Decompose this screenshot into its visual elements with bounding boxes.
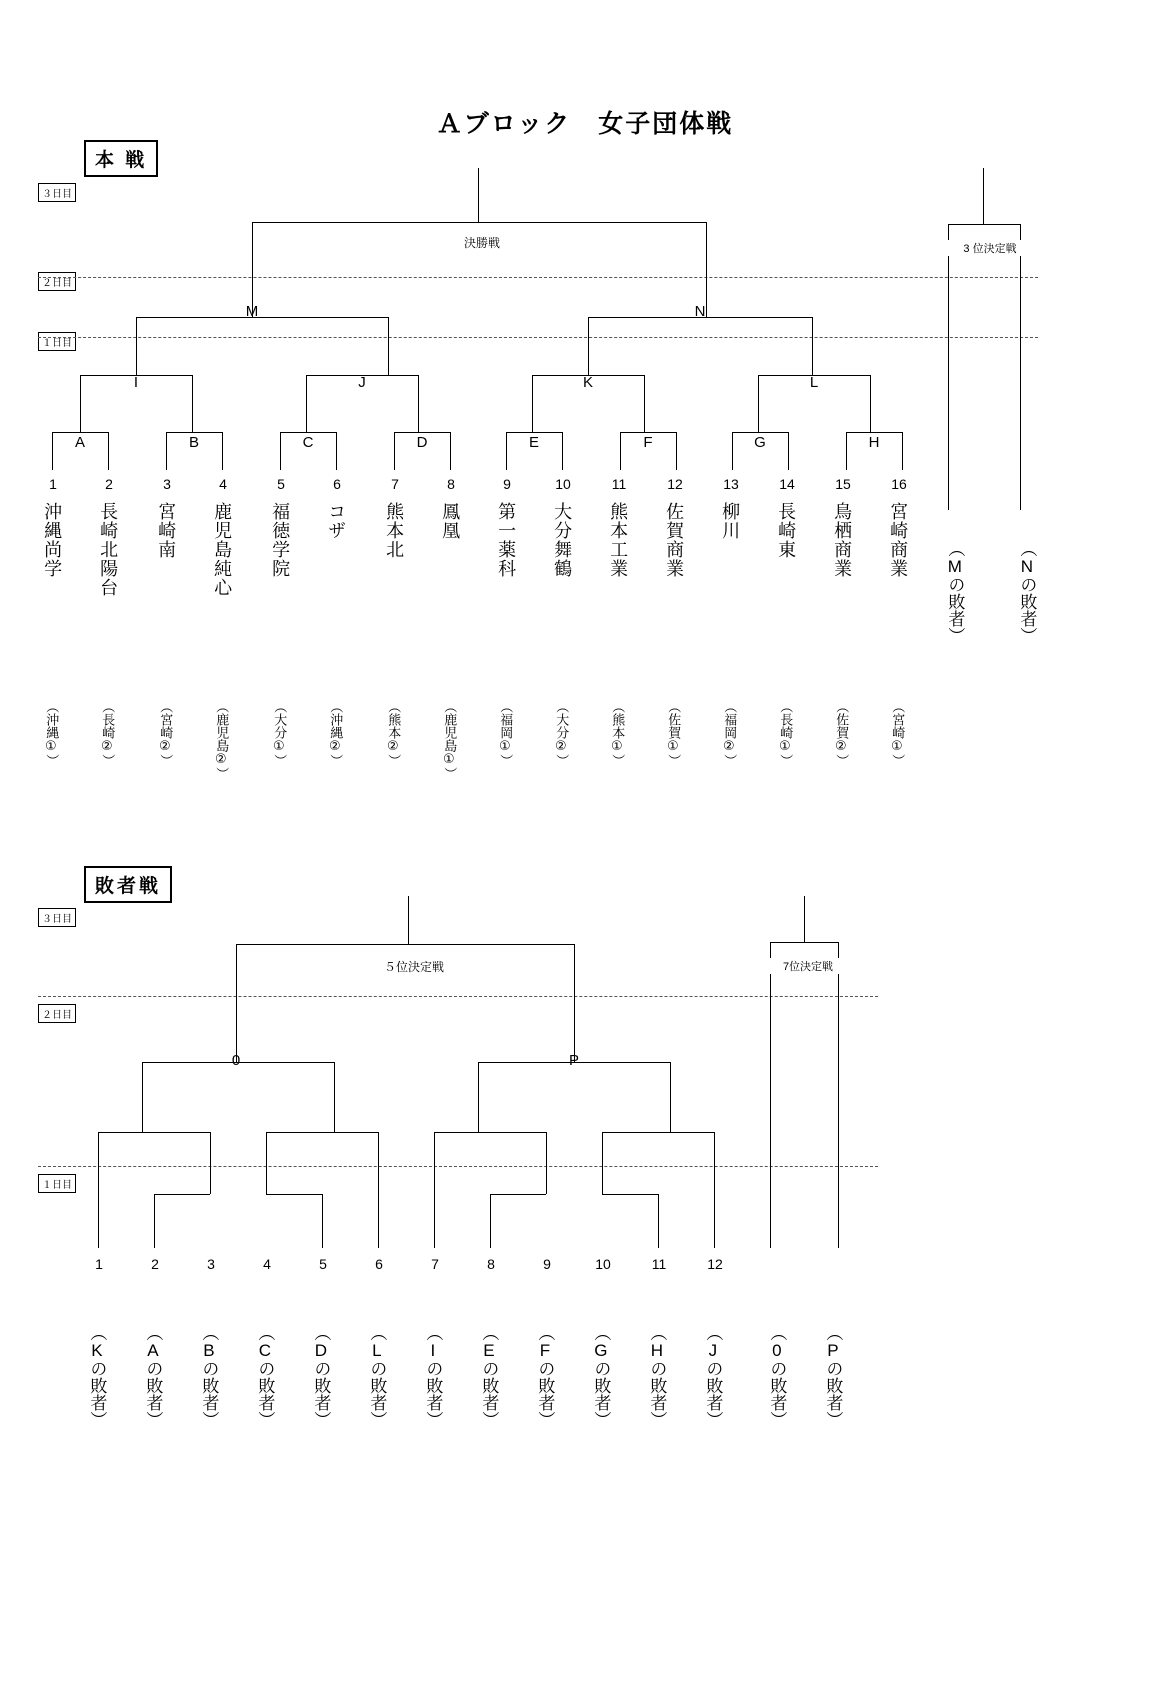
bracket-line — [236, 944, 237, 1062]
bracket-line — [870, 375, 871, 432]
team-prefecture: （沖縄①） — [44, 700, 60, 767]
match-node-B: B — [188, 434, 199, 451]
bracket-line — [266, 1194, 322, 1195]
team-prefecture: （鹿児島①） — [442, 700, 458, 780]
bracket-line — [574, 944, 575, 1062]
bracket-line — [732, 432, 788, 433]
bracket-line — [478, 168, 479, 222]
bracket-line — [804, 896, 805, 942]
bracket-line — [948, 224, 1020, 225]
loser-entrant: （Jの敗者） — [703, 1324, 723, 1428]
bracket-line — [602, 1194, 658, 1195]
bracket-line — [192, 375, 193, 432]
bracket-line — [758, 375, 759, 432]
match-node-D: D — [416, 434, 428, 451]
bracket-line — [846, 432, 902, 433]
match-node-K: K — [582, 374, 593, 391]
bracket-line — [108, 432, 109, 470]
loser-entrant: （Dの敗者） — [311, 1324, 331, 1428]
day-divider-1-main — [38, 337, 1038, 338]
day-label-1-losers: １日目 — [38, 1174, 76, 1193]
team-prefecture: （鹿児島②） — [214, 700, 230, 780]
team-name: 福徳学院 — [270, 502, 291, 578]
bracket-line — [588, 317, 589, 375]
day-divider-2-losers — [38, 996, 878, 997]
team-prefecture: （熊本②） — [386, 700, 402, 767]
bracket-line — [154, 1194, 155, 1248]
day-divider-1-losers — [38, 1166, 878, 1167]
bracket-line — [266, 1132, 267, 1194]
loser-entrant: （Gの敗者） — [591, 1324, 611, 1428]
match-label-final: 決勝戦 — [418, 234, 546, 251]
loser-entrant: （Fの敗者） — [535, 1324, 555, 1428]
team-prefecture: （大分①） — [272, 700, 288, 767]
seed-number: 2 — [105, 476, 113, 492]
third-place-entrant: （Nの敗者） — [1017, 540, 1037, 644]
bracket-line — [812, 317, 813, 375]
seed-number: 14 — [779, 476, 795, 492]
seed-number: 8 — [487, 1256, 495, 1272]
bracket-line — [236, 944, 574, 945]
seed-number: 3 — [163, 476, 171, 492]
team-name: 宮崎商業 — [888, 502, 909, 578]
loser-entrant: （Aの敗者） — [143, 1324, 163, 1428]
team-name: コザ — [326, 502, 347, 540]
match-label-fifth-place: ５位決定戦 — [350, 958, 478, 975]
bracket-line — [52, 432, 53, 470]
team-name: 長崎北陽台 — [98, 502, 119, 597]
seed-number: 9 — [503, 476, 511, 492]
bracket-line — [670, 1062, 671, 1132]
seed-number: 16 — [891, 476, 907, 492]
seed-number: 12 — [707, 1256, 723, 1272]
section-label-main: 本 戦 — [84, 140, 158, 177]
bracket-line — [394, 432, 450, 433]
match-node-O: 0 — [231, 1052, 241, 1069]
seed-number: 3 — [207, 1256, 215, 1272]
seed-number: 10 — [555, 476, 571, 492]
team-name: 鳳凰 — [440, 502, 461, 540]
team-name: 佐賀商業 — [664, 502, 685, 578]
seed-number: 1 — [49, 476, 57, 492]
bracket-line — [732, 432, 733, 470]
team-prefecture: （福岡②） — [722, 700, 738, 767]
day-label-3-losers: ３日目 — [38, 908, 76, 927]
bracket-line — [846, 432, 847, 470]
seed-number: 8 — [447, 476, 455, 492]
bracket-line — [506, 432, 562, 433]
bracket-line — [80, 375, 81, 432]
match-node-A: A — [74, 434, 85, 451]
bracket-line — [490, 1194, 546, 1195]
team-prefecture: （佐賀②） — [834, 700, 850, 767]
team-name: 第一薬科 — [496, 502, 517, 578]
seed-number: 11 — [651, 1256, 667, 1272]
team-prefecture: （佐賀①） — [666, 700, 682, 767]
match-node-F: F — [643, 434, 653, 451]
bracket-line — [52, 432, 108, 433]
match-node-I: I — [133, 374, 139, 391]
bracket-line — [1020, 224, 1021, 510]
seed-number: 7 — [391, 476, 399, 492]
bracket-line — [166, 432, 167, 470]
seed-number: 6 — [333, 476, 341, 492]
bracket-line — [210, 1132, 211, 1194]
loser-entrant: （Eの敗者） — [479, 1324, 499, 1428]
bracket-line — [322, 1194, 323, 1248]
seventh-place-entrant: （0の敗者） — [767, 1324, 787, 1428]
section-label-losers: 敗者戦 — [84, 866, 172, 903]
loser-entrant: （Iの敗者） — [423, 1324, 443, 1428]
bracket-line — [306, 375, 307, 432]
bracket-line — [546, 1132, 547, 1194]
seed-number: 6 — [375, 1256, 383, 1272]
bracket-line — [388, 317, 389, 375]
bracket-line — [562, 432, 563, 470]
bracket-line — [838, 942, 839, 1248]
bracket-line — [266, 1132, 378, 1133]
loser-entrant: （Cの敗者） — [255, 1324, 275, 1428]
loser-entrant: （Bの敗者） — [199, 1324, 219, 1428]
seed-number: 9 — [543, 1256, 551, 1272]
match-label-seventh-place: 7位決定戦 — [768, 958, 848, 974]
team-name: 大分舞鶴 — [552, 502, 573, 578]
bracket-line — [602, 1132, 714, 1133]
bracket-line — [450, 432, 451, 470]
team-prefecture: （宮崎②） — [158, 700, 174, 767]
bracket-line — [98, 1132, 99, 1248]
seed-number: 12 — [667, 476, 683, 492]
third-place-entrant: （Mの敗者） — [945, 540, 965, 644]
team-name: 長崎東 — [776, 502, 797, 559]
bracket-line — [418, 375, 419, 432]
bracket-line — [336, 432, 337, 470]
bracket-line — [166, 432, 222, 433]
bracket-line — [770, 942, 838, 943]
match-node-H: H — [868, 434, 880, 451]
match-node-L: L — [809, 374, 819, 391]
bracket-line — [902, 432, 903, 470]
team-prefecture: （長崎①） — [778, 700, 794, 767]
team-name: 柳川 — [720, 502, 741, 540]
seed-number: 15 — [835, 476, 851, 492]
bracket-line — [280, 432, 336, 433]
team-prefecture: （宮崎①） — [890, 700, 906, 767]
bracket-line — [154, 1194, 210, 1195]
bracket-line — [98, 1132, 210, 1133]
day-label-2-losers: ２日目 — [38, 1004, 76, 1023]
seed-number: 7 — [431, 1256, 439, 1272]
bracket-line — [714, 1132, 715, 1248]
team-name: 沖縄尚学 — [42, 502, 63, 578]
match-label-third-place: 3 位決定戦 — [948, 240, 1032, 256]
bracket-line — [620, 432, 621, 470]
match-node-C: C — [302, 434, 314, 451]
team-name: 鹿児島純心 — [212, 502, 233, 597]
team-prefecture: （大分②） — [554, 700, 570, 767]
bracket-line — [770, 942, 771, 1248]
team-prefecture: （長崎②） — [100, 700, 116, 767]
bracket-line — [334, 1062, 335, 1132]
bracket-line — [490, 1194, 491, 1248]
bracket-line — [378, 1132, 379, 1248]
bracket-line — [136, 317, 137, 375]
seed-number: 13 — [723, 476, 739, 492]
bracket-line — [506, 432, 507, 470]
day-label-3-main: ３日目 — [38, 183, 76, 202]
bracket-line — [948, 224, 949, 510]
bracket-line — [280, 432, 281, 470]
match-node-E: E — [528, 434, 539, 451]
bracket-line — [644, 375, 645, 432]
match-node-J: J — [358, 374, 366, 391]
bracket-line — [658, 1194, 659, 1248]
seed-number: 10 — [595, 1256, 611, 1272]
match-node-M: M — [245, 303, 259, 320]
team-name: 宮崎南 — [156, 502, 177, 559]
bracket-line — [222, 432, 223, 470]
team-prefecture: （沖縄②） — [328, 700, 344, 767]
bracket-line — [788, 432, 789, 470]
bracket-line — [434, 1132, 546, 1133]
seventh-place-entrant: （Pの敗者） — [823, 1324, 843, 1428]
day-label-2-main: ２日目 — [38, 272, 76, 291]
seed-number: 5 — [277, 476, 285, 492]
team-prefecture: （熊本①） — [610, 700, 626, 767]
seed-number: 11 — [611, 476, 627, 492]
seed-number: 2 — [151, 1256, 159, 1272]
bracket-line — [676, 432, 677, 470]
team-prefecture: （福岡①） — [498, 700, 514, 767]
match-node-G: G — [754, 434, 766, 451]
team-name: 熊本北 — [384, 502, 405, 559]
match-node-N: N — [694, 303, 706, 320]
day-label-1-main: １日目 — [38, 332, 76, 351]
bracket-line — [478, 1062, 479, 1132]
bracket-line — [394, 432, 395, 470]
seed-number: 5 — [319, 1256, 327, 1272]
match-node-P: P — [568, 1052, 579, 1069]
seed-number: 4 — [219, 476, 227, 492]
bracket-line — [983, 168, 984, 224]
loser-entrant: （Lの敗者） — [367, 1324, 387, 1428]
bracket-line — [602, 1132, 603, 1194]
team-name: 熊本工業 — [608, 502, 629, 578]
page-title: Ａブロック 女子団体戦 — [436, 110, 734, 138]
bracket-line — [408, 896, 409, 944]
bracket-line — [252, 222, 706, 223]
bracket-line — [620, 432, 676, 433]
seed-number: 1 — [95, 1256, 103, 1272]
day-divider-2-main — [38, 277, 1038, 278]
bracket-line — [142, 1062, 143, 1132]
bracket-line — [434, 1132, 435, 1248]
seed-number: 4 — [263, 1256, 271, 1272]
loser-entrant: （Hの敗者） — [647, 1324, 667, 1428]
loser-entrant: （Kの敗者） — [87, 1324, 107, 1428]
bracket-line — [532, 375, 533, 432]
team-name: 鳥栖商業 — [832, 502, 853, 578]
